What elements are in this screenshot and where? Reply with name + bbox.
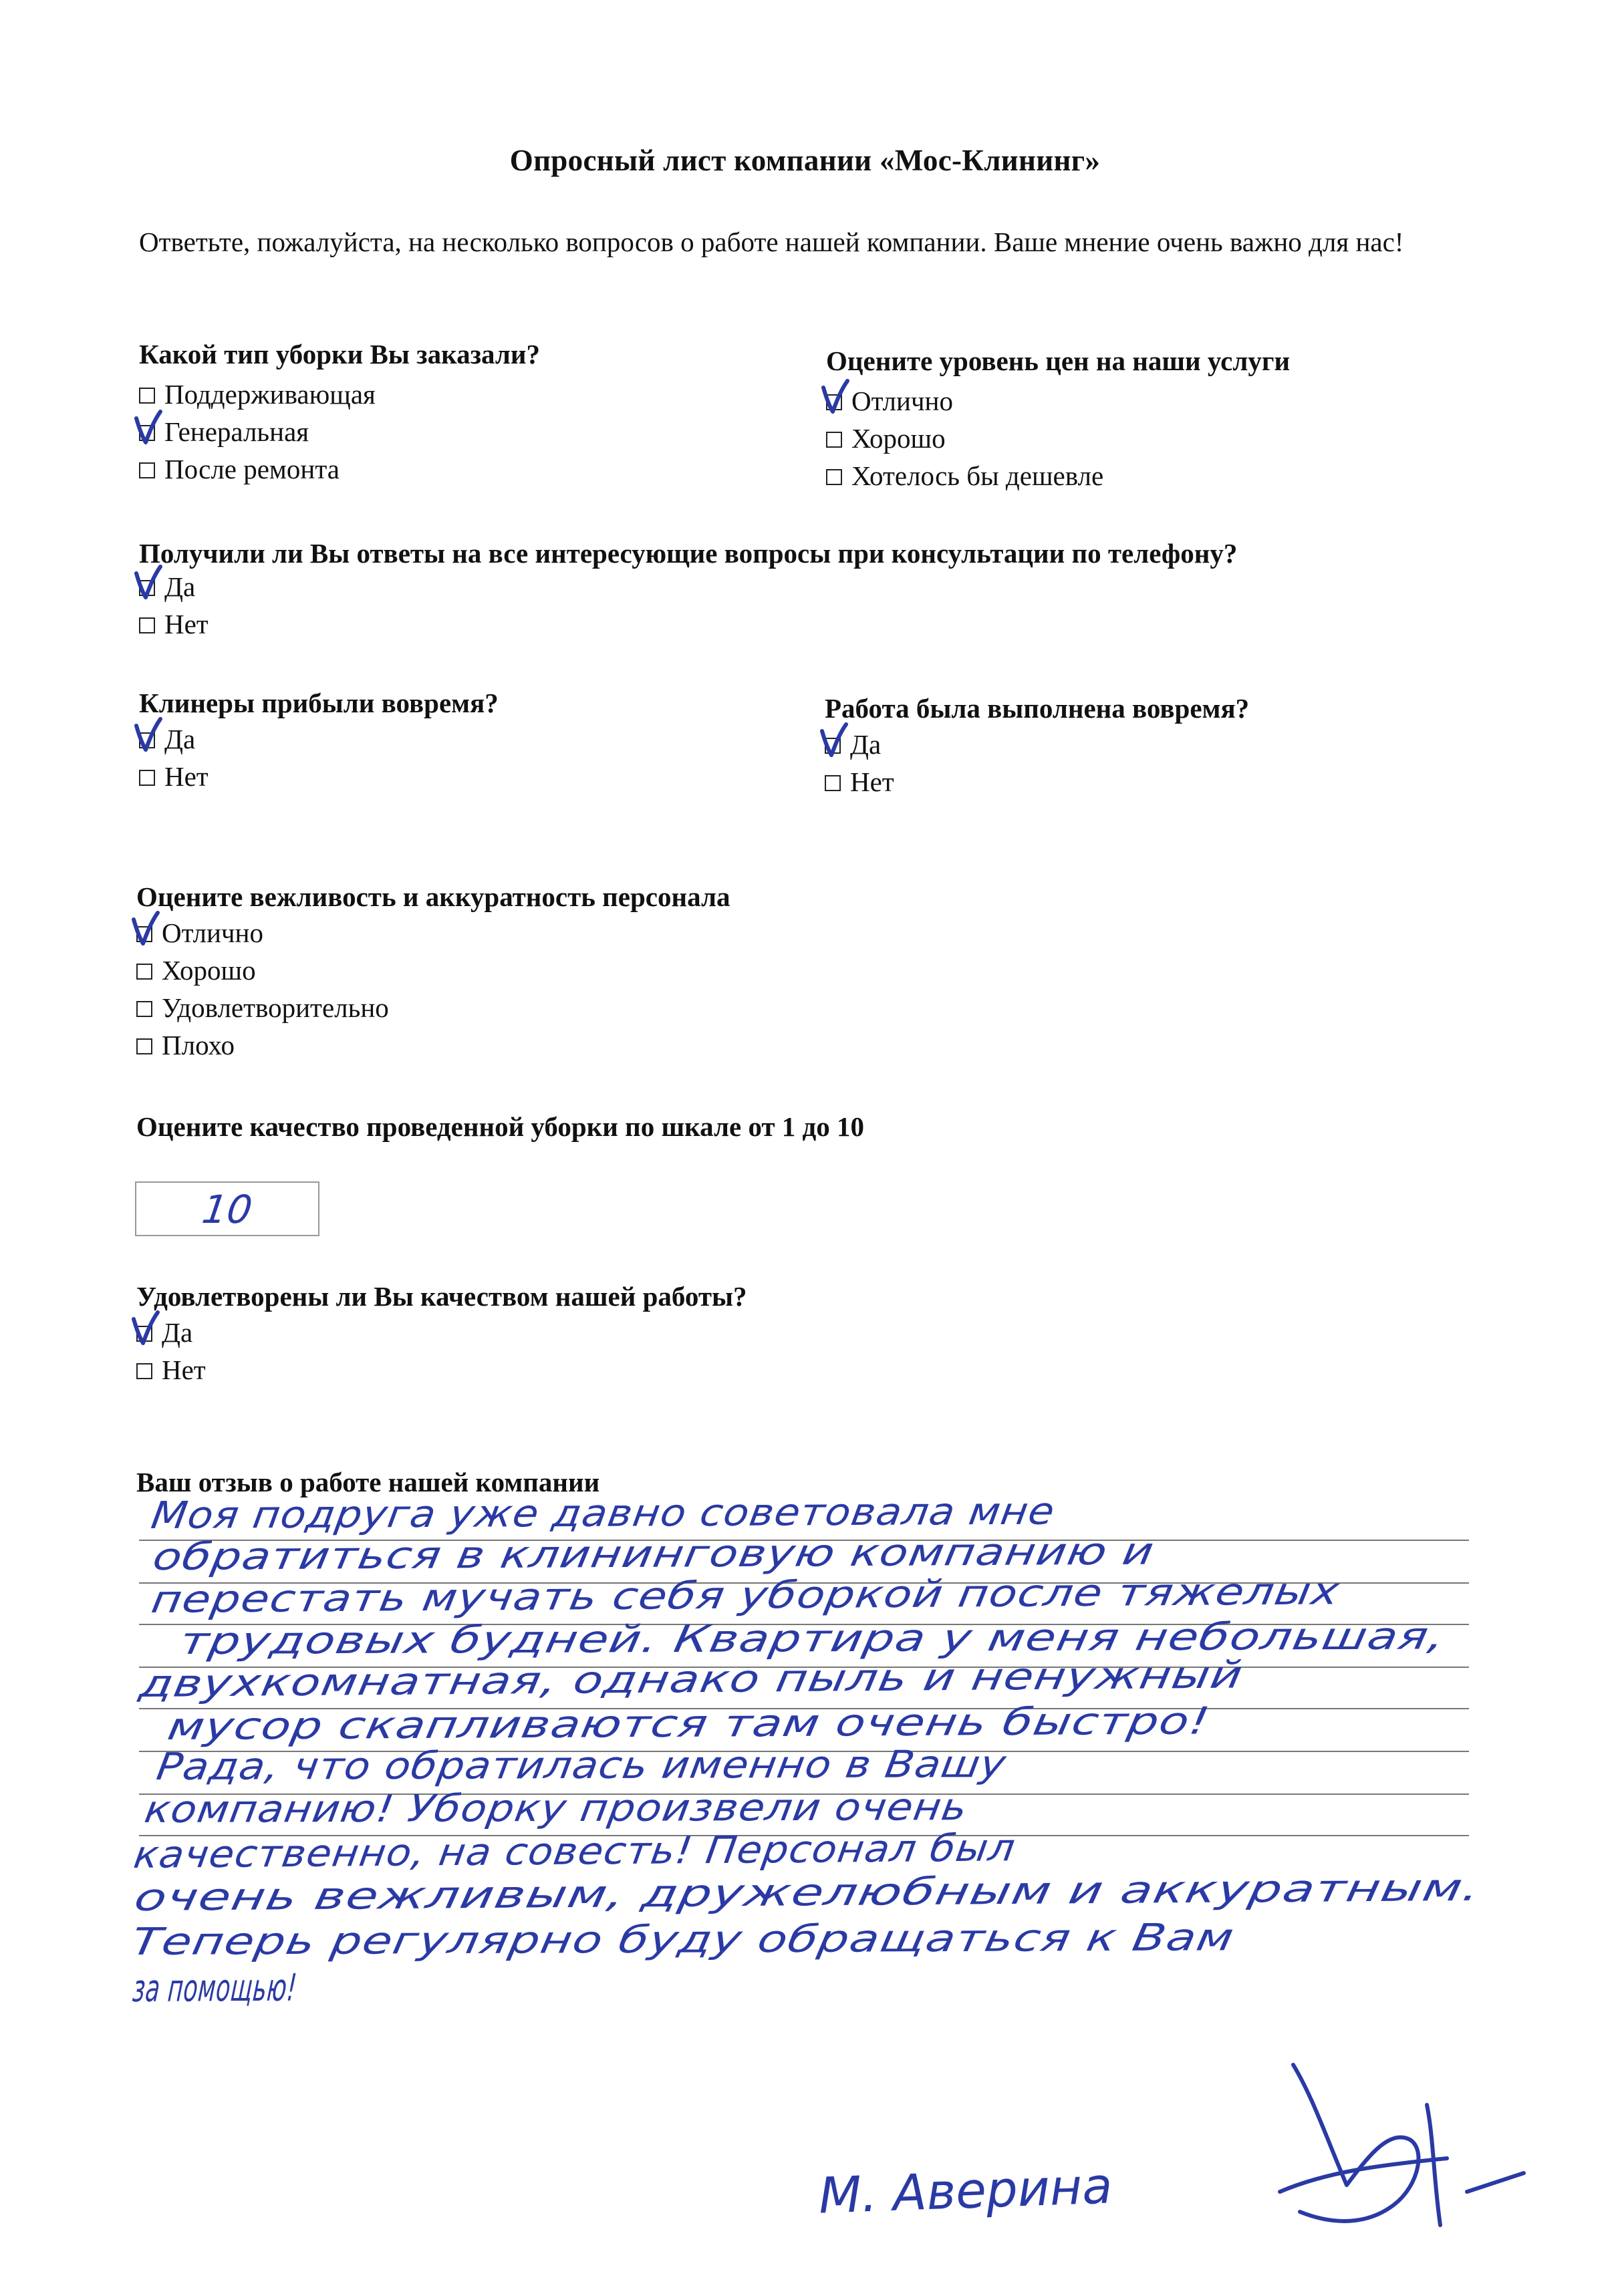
- review-handwritten-line: Моя подруга уже давно советовала мне: [148, 1489, 1058, 1538]
- intro-text: Ответьте, пожалуйста, на несколько вопросов о работе нашей компании. Ваше мнение очень важно для нас!: [139, 227, 1404, 257]
- review-handwritten-line: за помощью!: [131, 1966, 299, 2011]
- option-label: Нет: [164, 609, 209, 639]
- review-handwritten-line: обратиться в клининговую компанию и: [150, 1530, 1158, 1579]
- page-title: Опросный лист компании «Мос-Клининг»: [509, 144, 1101, 177]
- review-handwritten-line: мусор скапливаются там очень быстро!: [164, 1699, 1214, 1749]
- option-label: Хорошо: [851, 423, 946, 454]
- option-label: После ремонта: [164, 454, 340, 484]
- signature-mark: [1273, 2058, 1527, 2272]
- question-satisfied: Удовлетворены ли Вы качеством нашей работы?: [136, 1281, 747, 1312]
- option-label: Отлично: [162, 917, 263, 948]
- review-heading: Ваш отзыв о работе нашей компании: [136, 1467, 600, 1497]
- option-label: Отлично: [851, 386, 953, 416]
- signature-name: М. Аверина: [817, 2157, 1113, 2225]
- option-label: Да: [164, 724, 196, 754]
- option-label: Генеральная: [164, 416, 309, 447]
- review-handwritten-line: трудовых будней. Квартира у меня небольшая,: [176, 1614, 1449, 1663]
- quality-score-value: 10: [199, 1187, 255, 1232]
- question-politeness: Оцените вежливость и аккуратность персонала: [136, 881, 730, 912]
- review-handwritten-line: Теперь регулярно буду обращаться к Вам: [128, 1916, 1238, 1964]
- option-label: Хотелось бы дешевле: [851, 460, 1104, 491]
- option-label: Да: [164, 571, 196, 602]
- review-handwritten-line: очень вежливым, дружелюбным и аккуратным.: [131, 1866, 1484, 1920]
- option-label: Да: [162, 1317, 193, 1348]
- question-price: Оцените уровень цен на наши услуги: [826, 345, 1291, 376]
- review-handwritten-line: компанию! Уборку произвели очень: [142, 1785, 971, 1832]
- review-handwritten-line: двухкомнатная, однако пыль и ненужный: [136, 1653, 1246, 1706]
- option-label: Поддерживающая: [164, 379, 376, 410]
- question-done-on-time: Работа была выполнена вовремя?: [825, 693, 1250, 724]
- option-label: Хорошо: [162, 955, 256, 986]
- option-label: Удовлетворительно: [162, 992, 389, 1023]
- review-handwritten-line: перестать мучать себя уборкой после тяжелых: [148, 1570, 1343, 1622]
- option-label: Нет: [164, 761, 209, 792]
- review-handwritten-line: качественно, на совесть! Персонал был: [131, 1826, 1019, 1877]
- question-phone-consultation: Получили ли Вы ответы на все интересующие вопросы при консультации по телефону?: [139, 538, 1238, 569]
- option-label: Плохо: [162, 1030, 235, 1060]
- question-cleaning-type: Какой тип уборки Вы заказали?: [139, 339, 541, 370]
- option-label: Да: [850, 729, 882, 760]
- option-label: Нет: [162, 1354, 206, 1385]
- option-label: Нет: [850, 766, 894, 797]
- review-handwritten-line: Рада, что обратилась именно в Вашу: [154, 1743, 1010, 1789]
- question-quality-score: Оцените качество проведенной уборки по шкале от 1 до 10: [136, 1111, 865, 1142]
- question-arrival: Клинеры прибыли вовремя?: [139, 688, 499, 718]
